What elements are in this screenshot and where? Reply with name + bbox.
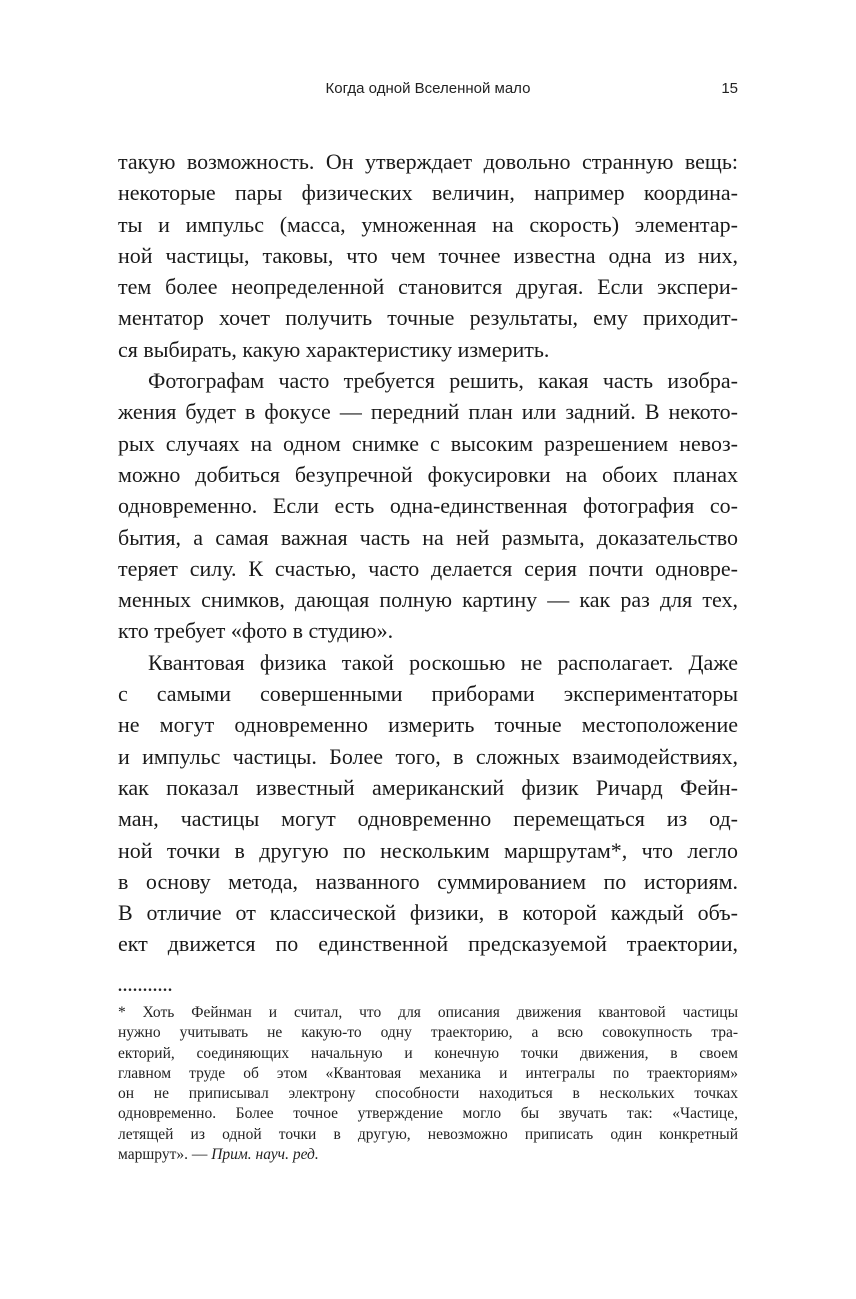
- text-line: В отличие от классической физики, в которой каждый объ-: [118, 900, 738, 926]
- footnote-line-last: [118, 1145, 738, 1165]
- text-line: и импульс частицы. Более того, в сложных взаимодействиях,: [118, 743, 738, 769]
- text-line: ся выбирать, какую характеристику измерить.: [118, 336, 550, 362]
- editor-note: Прим. науч. ред.: [211, 1146, 319, 1164]
- text-line: Фотографам часто требуется решить, какая часть изобра-: [148, 368, 738, 394]
- text-line: бытия, а самая важная часть на ней размыта, доказательство: [118, 524, 738, 550]
- text-line: можно добиться безупречной фокусировки на обоих планах: [118, 461, 738, 487]
- text-line: ман, частицы могут одновременно перемещаться из од-: [118, 806, 738, 832]
- text-line: ментатор хочет получить точные результаты, ему приходит-: [118, 305, 738, 331]
- footnote-line: он не приписывал электрону способности находиться в нескольких точках: [118, 1085, 738, 1103]
- footnote-last-text: маршрут». —: [118, 1146, 212, 1164]
- text-line: ты и импульс (масса, умноженная на скорость) элементар-: [118, 211, 738, 237]
- text-line: в основу метода, названного суммированием по историям.: [118, 868, 738, 894]
- footnote-line: * Хоть Фейнман и считал, что для описания движения квантовой частицы: [118, 1004, 738, 1021]
- text-line: менных снимков, дающая полную картину — как раз для тех,: [118, 587, 738, 613]
- text-line: некоторые пары физических величин, например координа-: [118, 180, 738, 206]
- footnote: [118, 1003, 738, 1165]
- text-line: тем более неопределенной становится другая. Если экспери-: [118, 274, 738, 300]
- footnote-line: главном труде об этом «Квантовая механика и интегралы по траекториям»: [118, 1064, 738, 1082]
- body-text: [118, 146, 738, 960]
- text-line: ект движется по единственной предсказуемой траектории,: [118, 931, 738, 957]
- text-line: не могут одновременно измерить точные местоположение: [118, 712, 738, 738]
- footnote-line: летящей из одной точки в другую, невозможно приписать один конкретный: [118, 1125, 738, 1143]
- text-line: жения будет в фокусе — передний план или задний. В некото-: [118, 399, 738, 425]
- text-line: как показал известный американский физик Ричард Фейн-: [118, 774, 738, 800]
- text-line: Квантовая физика такой роскошью не располагает. Даже: [148, 649, 738, 675]
- text-line: ной точки в другую по нескольким маршрутам*, что легло: [118, 837, 738, 863]
- text-line: с самыми совершенными приборами экспериментаторы: [118, 681, 738, 707]
- paragraph: [118, 146, 738, 365]
- footnote-line: одновременно. Более точное утверждение могло бы звучать так: «Частице,: [118, 1105, 738, 1123]
- footnote-separator: ...........: [118, 978, 173, 995]
- page-number: 15: [721, 80, 738, 97]
- text-line: ной частицы, таковы, что чем точнее известна одна из них,: [118, 242, 738, 268]
- text-line: рых случаях на одном снимке с высоким разрешением невоз-: [118, 430, 738, 456]
- paragraph: [118, 365, 738, 647]
- paragraph: [118, 647, 738, 960]
- footnote-line: екторий, соединяющих начальную и конечную точки движения, в своем: [118, 1044, 738, 1062]
- text-line: теряет силу. К счастью, часто делается серия почти одновре-: [118, 555, 738, 581]
- text-line: такую возможность. Он утверждает довольно странную вещь:: [118, 149, 738, 174]
- footnote-line: нужно учитывать не какую-то одну траекторию, а всю совокупность тра-: [118, 1024, 738, 1042]
- running-header-title: Когда одной Вселенной мало: [325, 80, 531, 97]
- text-line: кто требует «фото в студию».: [118, 618, 394, 644]
- text-line: одновременно. Если есть одна-единственная фотография со-: [118, 493, 738, 519]
